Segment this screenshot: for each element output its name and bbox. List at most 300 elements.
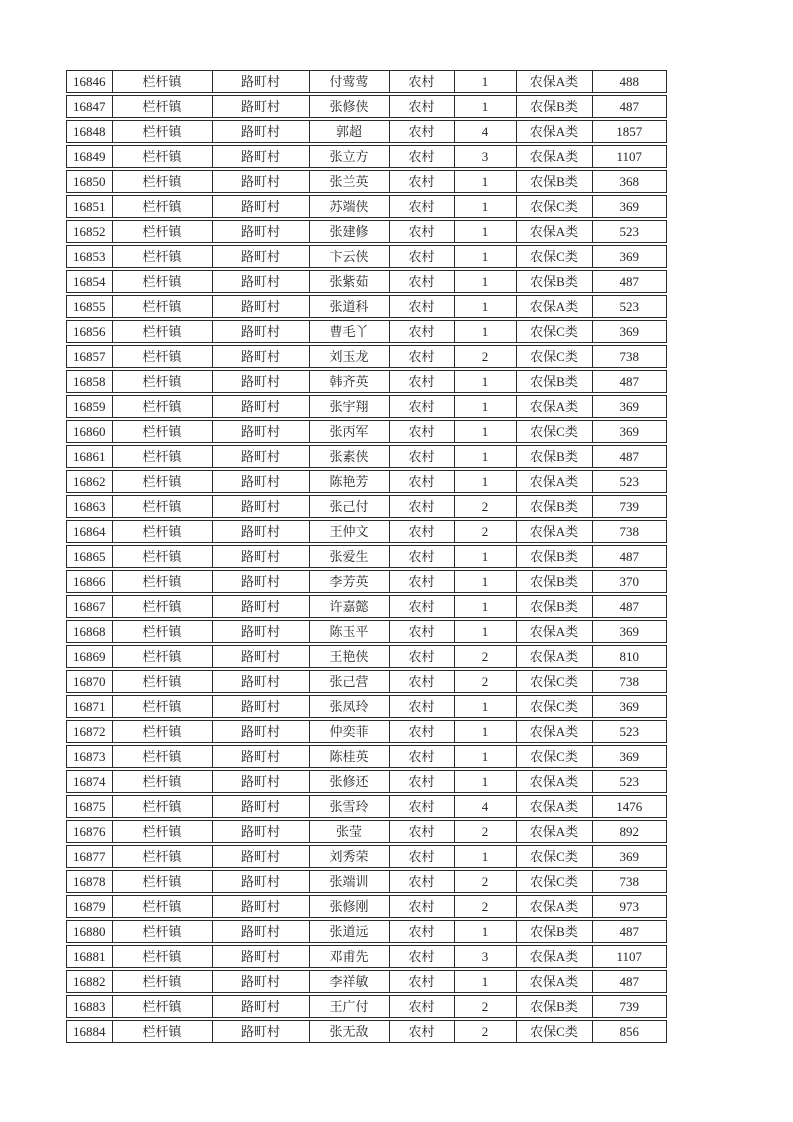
table-cell-village: 路町村 [213, 346, 310, 367]
table-cell-insurance-category: 农保A类 [517, 521, 593, 542]
table-cell-insurance-category: 农保C类 [517, 196, 593, 217]
table-row [66, 145, 667, 168]
table-cell-id: 16846 [67, 71, 113, 92]
table-cell-person-count: 1 [455, 746, 517, 767]
table-cell-town: 栏杆镇 [113, 121, 213, 142]
table-cell-amount: 368 [619, 174, 639, 189]
table-cell-person-count: 1 [455, 921, 517, 942]
table-cell-residence-type: 农村 [390, 196, 455, 217]
table-cell-village: 路町村 [213, 196, 310, 217]
table-cell-residence-type: 农村 [390, 346, 455, 367]
table-row [66, 645, 667, 668]
table-cell-amount: 369 [619, 624, 639, 639]
table-cell-village: 路町村 [213, 971, 310, 992]
table-cell-name: 张无敌 [310, 1021, 390, 1042]
table-cell-name: 李芳英 [310, 571, 390, 592]
benefits-table [66, 70, 667, 1045]
table-cell-residence-type: 农村 [390, 996, 455, 1017]
table-cell-residence-type: 农村 [390, 646, 455, 667]
table-cell-amount: 487 [619, 974, 639, 989]
table-cell-insurance-category: 农保A类 [517, 721, 593, 742]
table-cell-town: 栏杆镇 [113, 421, 213, 442]
table-cell-person-count: 1 [455, 596, 517, 617]
table-cell-person-count: 2 [455, 671, 517, 692]
table-row [66, 520, 667, 543]
table-row [66, 870, 667, 893]
table-cell-name: 曹毛丫 [310, 321, 390, 342]
table-cell-id: 16863 [67, 496, 113, 517]
table-row [66, 720, 667, 743]
table-cell-amount: 523 [619, 724, 639, 739]
table-cell-id: 16882 [67, 971, 113, 992]
table-cell-town: 栏杆镇 [113, 946, 213, 967]
table-cell-village: 路町村 [213, 871, 310, 892]
table-cell-amount: 738 [619, 349, 639, 364]
table-row [66, 470, 667, 493]
table-cell-insurance-category: 农保A类 [517, 896, 593, 917]
table-cell-residence-type: 农村 [390, 846, 455, 867]
table-cell-amount: 738 [619, 524, 639, 539]
table-cell-residence-type: 农村 [390, 421, 455, 442]
table-cell-person-count: 1 [455, 471, 517, 492]
table-cell-insurance-category: 农保A类 [517, 146, 593, 167]
table-cell-name: 仲奕菲 [310, 721, 390, 742]
table-cell-id: 16857 [67, 346, 113, 367]
table-cell-id: 16860 [67, 421, 113, 442]
table-cell-amount: 739 [619, 999, 639, 1014]
table-cell-id: 16861 [67, 446, 113, 467]
table-cell-insurance-category: 农保A类 [517, 471, 593, 492]
table-cell-insurance-category: 农保B类 [517, 446, 593, 467]
table-cell-insurance-category: 农保B类 [517, 996, 593, 1017]
table-cell-amount: 892 [619, 824, 639, 839]
table-cell-residence-type: 农村 [390, 96, 455, 117]
table-cell-person-count: 1 [455, 571, 517, 592]
table-cell-amount: 369 [619, 399, 639, 414]
table-row [66, 170, 667, 193]
table-cell-town: 栏杆镇 [113, 471, 213, 492]
table-cell-residence-type: 农村 [390, 796, 455, 817]
table-cell-village: 路町村 [213, 621, 310, 642]
table-cell-id: 16876 [67, 821, 113, 842]
table-cell-village: 路町村 [213, 96, 310, 117]
table-cell-village: 路町村 [213, 671, 310, 692]
table-cell-name: 张莹 [310, 821, 390, 842]
table-cell-id: 16858 [67, 371, 113, 392]
table-cell-town: 栏杆镇 [113, 496, 213, 517]
table-cell-person-count: 2 [455, 346, 517, 367]
table-cell-amount: 487 [619, 924, 639, 939]
table-row [66, 195, 667, 218]
table-cell-id: 16874 [67, 771, 113, 792]
table-cell-name: 张修还 [310, 771, 390, 792]
table-cell-residence-type: 农村 [390, 596, 455, 617]
table-cell-person-count: 1 [455, 546, 517, 567]
table-cell-name: 苏端侠 [310, 196, 390, 217]
table-cell-residence-type: 农村 [390, 621, 455, 642]
table-cell-id: 16880 [67, 921, 113, 942]
table-cell-person-count: 1 [455, 321, 517, 342]
table-cell-id: 16884 [67, 1021, 113, 1042]
table-cell-residence-type: 农村 [390, 821, 455, 842]
table-cell-name: 张爱生 [310, 546, 390, 567]
table-row [66, 395, 667, 418]
table-cell-town: 栏杆镇 [113, 846, 213, 867]
table-cell-id: 16867 [67, 596, 113, 617]
table-cell-town: 栏杆镇 [113, 1021, 213, 1042]
table-cell-town: 栏杆镇 [113, 271, 213, 292]
table-cell-person-count: 1 [455, 371, 517, 392]
table-cell-village: 路町村 [213, 246, 310, 267]
table-cell-village: 路町村 [213, 421, 310, 442]
table-cell-residence-type: 农村 [390, 746, 455, 767]
table-cell-residence-type: 农村 [390, 571, 455, 592]
table-cell-village: 路町村 [213, 796, 310, 817]
table-row [66, 345, 667, 368]
table-cell-insurance-category: 农保B类 [517, 571, 593, 592]
table-cell-insurance-category: 农保C类 [517, 871, 593, 892]
table-cell-id: 16855 [67, 296, 113, 317]
table-cell-name: 张己营 [310, 671, 390, 692]
table-cell-name: 付莺莺 [310, 71, 390, 92]
table-row [66, 1020, 667, 1043]
table-cell-town: 栏杆镇 [113, 146, 213, 167]
table-cell-amount: 523 [619, 299, 639, 314]
table-cell-name: 李祥敏 [310, 971, 390, 992]
table-cell-town: 栏杆镇 [113, 696, 213, 717]
table-cell-village: 路町村 [213, 896, 310, 917]
table-cell-amount: 369 [619, 199, 639, 214]
table-row [66, 595, 667, 618]
table-cell-insurance-category: 农保A类 [517, 821, 593, 842]
table-cell-village: 路町村 [213, 371, 310, 392]
table-cell-amount: 369 [619, 699, 639, 714]
table-cell-town: 栏杆镇 [113, 746, 213, 767]
table-cell-amount: 856 [619, 1024, 639, 1039]
table-cell-insurance-category: 农保C类 [517, 846, 593, 867]
table-cell-insurance-category: 农保C类 [517, 246, 593, 267]
table-cell-name: 陈玉平 [310, 621, 390, 642]
table-cell-id: 16866 [67, 571, 113, 592]
table-cell-person-count: 1 [455, 396, 517, 417]
table-cell-person-count: 1 [455, 621, 517, 642]
table-cell-person-count: 2 [455, 521, 517, 542]
table-cell-amount: 488 [619, 74, 639, 89]
table-cell-town: 栏杆镇 [113, 221, 213, 242]
table-cell-insurance-category: 农保A类 [517, 946, 593, 967]
table-cell-town: 栏杆镇 [113, 646, 213, 667]
table-cell-name: 张立方 [310, 146, 390, 167]
table-cell-insurance-category: 农保B类 [517, 546, 593, 567]
table-cell-insurance-category: 农保B类 [517, 96, 593, 117]
table-row [66, 95, 667, 118]
table-row [66, 570, 667, 593]
table-cell-village: 路町村 [213, 771, 310, 792]
table-row [66, 70, 667, 93]
table-cell-name: 刘秀荣 [310, 846, 390, 867]
table-cell-residence-type: 农村 [390, 71, 455, 92]
table-cell-id: 16877 [67, 846, 113, 867]
table-cell-village: 路町村 [213, 121, 310, 142]
table-cell-town: 栏杆镇 [113, 771, 213, 792]
table-cell-person-count: 2 [455, 1021, 517, 1042]
table-cell-id: 16847 [67, 96, 113, 117]
table-cell-village: 路町村 [213, 321, 310, 342]
table-cell-id: 16862 [67, 471, 113, 492]
table-row [66, 270, 667, 293]
table-cell-town: 栏杆镇 [113, 171, 213, 192]
table-cell-name: 韩齐英 [310, 371, 390, 392]
table-row [66, 445, 667, 468]
table-cell-insurance-category: 农保C类 [517, 1021, 593, 1042]
table-cell-town: 栏杆镇 [113, 446, 213, 467]
table-cell-id: 16869 [67, 646, 113, 667]
table-cell-residence-type: 农村 [390, 1021, 455, 1042]
table-cell-amount: 369 [619, 324, 639, 339]
table-cell-village: 路町村 [213, 746, 310, 767]
table-cell-residence-type: 农村 [390, 396, 455, 417]
table-cell-town: 栏杆镇 [113, 246, 213, 267]
table-cell-town: 栏杆镇 [113, 521, 213, 542]
table-cell-residence-type: 农村 [390, 946, 455, 967]
table-cell-residence-type: 农村 [390, 471, 455, 492]
table-cell-village: 路町村 [213, 146, 310, 167]
table-cell-person-count: 1 [455, 721, 517, 742]
table-cell-residence-type: 农村 [390, 146, 455, 167]
table-cell-village: 路町村 [213, 696, 310, 717]
table-cell-amount: 369 [619, 249, 639, 264]
table-cell-residence-type: 农村 [390, 296, 455, 317]
table-cell-village: 路町村 [213, 596, 310, 617]
table-cell-insurance-category: 农保B类 [517, 496, 593, 517]
table-cell-name: 张己付 [310, 496, 390, 517]
table-cell-id: 16852 [67, 221, 113, 242]
table-cell-town: 栏杆镇 [113, 396, 213, 417]
table-cell-person-count: 4 [455, 121, 517, 142]
table-cell-village: 路町村 [213, 646, 310, 667]
table-cell-village: 路町村 [213, 521, 310, 542]
table-cell-amount: 1857 [616, 124, 643, 139]
table-cell-residence-type: 农村 [390, 546, 455, 567]
table-cell-residence-type: 农村 [390, 271, 455, 292]
table-cell-id: 16873 [67, 746, 113, 767]
table-cell-town: 栏杆镇 [113, 321, 213, 342]
table-cell-person-count: 2 [455, 496, 517, 517]
table-row [66, 120, 667, 143]
table-cell-insurance-category: 农保A类 [517, 621, 593, 642]
table-cell-town: 栏杆镇 [113, 796, 213, 817]
table-cell-village: 路町村 [213, 821, 310, 842]
table-cell-amount: 738 [619, 874, 639, 889]
table-cell-town: 栏杆镇 [113, 96, 213, 117]
table-cell-insurance-category: 农保B类 [517, 371, 593, 392]
table-cell-village: 路町村 [213, 171, 310, 192]
table-cell-amount: 487 [619, 449, 639, 464]
table-cell-person-count: 1 [455, 221, 517, 242]
table-cell-id: 16848 [67, 121, 113, 142]
table-row [66, 295, 667, 318]
table-cell-name: 张建修 [310, 221, 390, 242]
table-cell-name: 许嘉懿 [310, 596, 390, 617]
table-cell-residence-type: 农村 [390, 121, 455, 142]
table-cell-residence-type: 农村 [390, 921, 455, 942]
table-cell-amount: 487 [619, 549, 639, 564]
table-cell-village: 路町村 [213, 1021, 310, 1042]
table-cell-village: 路町村 [213, 921, 310, 942]
table-cell-village: 路町村 [213, 996, 310, 1017]
table-cell-amount: 973 [619, 899, 639, 914]
table-cell-name: 卞云侠 [310, 246, 390, 267]
table-cell-village: 路町村 [213, 846, 310, 867]
table-row [66, 995, 667, 1018]
table-cell-name: 张兰英 [310, 171, 390, 192]
table-row [66, 670, 667, 693]
table-cell-name: 张紫茹 [310, 271, 390, 292]
table-cell-village: 路町村 [213, 221, 310, 242]
table-cell-person-count: 3 [455, 946, 517, 967]
table-cell-village: 路町村 [213, 946, 310, 967]
table-cell-person-count: 2 [455, 646, 517, 667]
table-cell-residence-type: 农村 [390, 171, 455, 192]
table-cell-residence-type: 农村 [390, 771, 455, 792]
table-cell-id: 16872 [67, 721, 113, 742]
table-cell-id: 16868 [67, 621, 113, 642]
table-cell-insurance-category: 农保A类 [517, 296, 593, 317]
table-cell-insurance-category: 农保A类 [517, 796, 593, 817]
table-cell-residence-type: 农村 [390, 321, 455, 342]
table-cell-town: 栏杆镇 [113, 346, 213, 367]
table-cell-amount: 487 [619, 599, 639, 614]
table-cell-person-count: 2 [455, 896, 517, 917]
table-cell-insurance-category: 农保C类 [517, 346, 593, 367]
table-cell-id: 16879 [67, 896, 113, 917]
table-cell-id: 16853 [67, 246, 113, 267]
table-cell-residence-type: 农村 [390, 221, 455, 242]
table-cell-name: 张素侠 [310, 446, 390, 467]
table-cell-name: 张丙军 [310, 421, 390, 442]
table-row [66, 245, 667, 268]
table-cell-insurance-category: 农保A类 [517, 771, 593, 792]
table-cell-town: 栏杆镇 [113, 971, 213, 992]
table-cell-town: 栏杆镇 [113, 996, 213, 1017]
table-cell-insurance-category: 农保B类 [517, 921, 593, 942]
table-cell-town: 栏杆镇 [113, 621, 213, 642]
table-cell-amount: 487 [619, 374, 639, 389]
table-cell-person-count: 1 [455, 71, 517, 92]
table-cell-town: 栏杆镇 [113, 371, 213, 392]
table-row [66, 545, 667, 568]
table-cell-town: 栏杆镇 [113, 71, 213, 92]
table-cell-insurance-category: 农保B类 [517, 596, 593, 617]
table-cell-insurance-category: 农保A类 [517, 121, 593, 142]
table-cell-amount: 1476 [616, 799, 643, 814]
table-cell-id: 16865 [67, 546, 113, 567]
table-cell-village: 路町村 [213, 396, 310, 417]
table-cell-person-count: 1 [455, 171, 517, 192]
table-cell-id: 16849 [67, 146, 113, 167]
table-cell-id: 16851 [67, 196, 113, 217]
table-cell-amount: 370 [619, 574, 639, 589]
table-cell-id: 16859 [67, 396, 113, 417]
table-cell-insurance-category: 农保A类 [517, 221, 593, 242]
table-row [66, 970, 667, 993]
table-cell-id: 16875 [67, 796, 113, 817]
table-cell-amount: 487 [619, 99, 639, 114]
table-cell-amount: 369 [619, 424, 639, 439]
table-cell-person-count: 1 [455, 271, 517, 292]
table-cell-person-count: 2 [455, 871, 517, 892]
table-cell-name: 张雪玲 [310, 796, 390, 817]
table-cell-name: 张宇翔 [310, 396, 390, 417]
table-cell-person-count: 1 [455, 771, 517, 792]
table-cell-village: 路町村 [213, 71, 310, 92]
table-cell-amount: 523 [619, 774, 639, 789]
table-cell-town: 栏杆镇 [113, 671, 213, 692]
table-cell-amount: 1107 [616, 949, 643, 964]
table-row [66, 895, 667, 918]
table-cell-residence-type: 农村 [390, 496, 455, 517]
table-cell-insurance-category: 农保C类 [517, 421, 593, 442]
table-cell-amount: 1107 [616, 149, 643, 164]
table-cell-town: 栏杆镇 [113, 921, 213, 942]
table-cell-person-count: 1 [455, 96, 517, 117]
table-row [66, 945, 667, 968]
table-cell-residence-type: 农村 [390, 521, 455, 542]
table-cell-name: 张道远 [310, 921, 390, 942]
table-cell-village: 路町村 [213, 546, 310, 567]
table-cell-insurance-category: 农保B类 [517, 271, 593, 292]
table-row [66, 770, 667, 793]
table-cell-residence-type: 农村 [390, 446, 455, 467]
table-cell-town: 栏杆镇 [113, 196, 213, 217]
table-cell-id: 16850 [67, 171, 113, 192]
table-cell-person-count: 1 [455, 846, 517, 867]
table-cell-name: 张凤玲 [310, 696, 390, 717]
table-cell-name: 张道科 [310, 296, 390, 317]
table-cell-residence-type: 农村 [390, 871, 455, 892]
table-cell-person-count: 1 [455, 196, 517, 217]
table-cell-amount: 523 [619, 474, 639, 489]
table-cell-village: 路町村 [213, 271, 310, 292]
table-cell-village: 路町村 [213, 471, 310, 492]
table-row [66, 920, 667, 943]
table-cell-name: 陈桂英 [310, 746, 390, 767]
table-cell-insurance-category: 农保A类 [517, 971, 593, 992]
table-cell-residence-type: 农村 [390, 371, 455, 392]
table-cell-id: 16881 [67, 946, 113, 967]
table-row [66, 220, 667, 243]
table-cell-name: 邓甫先 [310, 946, 390, 967]
table-row [66, 695, 667, 718]
table-cell-amount: 738 [619, 674, 639, 689]
table-cell-name: 张修侠 [310, 96, 390, 117]
table-cell-person-count: 4 [455, 796, 517, 817]
table-cell-insurance-category: 农保C类 [517, 696, 593, 717]
table-cell-name: 陈艳芳 [310, 471, 390, 492]
table-row [66, 845, 667, 868]
table-cell-insurance-category: 农保A类 [517, 71, 593, 92]
table-cell-id: 16864 [67, 521, 113, 542]
table-cell-person-count: 1 [455, 246, 517, 267]
table-cell-amount: 369 [619, 749, 639, 764]
table-cell-insurance-category: 农保C类 [517, 321, 593, 342]
table-cell-amount: 810 [619, 649, 639, 664]
table-cell-town: 栏杆镇 [113, 871, 213, 892]
table-cell-name: 张端训 [310, 871, 390, 892]
table-cell-amount: 369 [619, 849, 639, 864]
table-cell-town: 栏杆镇 [113, 296, 213, 317]
table-cell-insurance-category: 农保A类 [517, 396, 593, 417]
